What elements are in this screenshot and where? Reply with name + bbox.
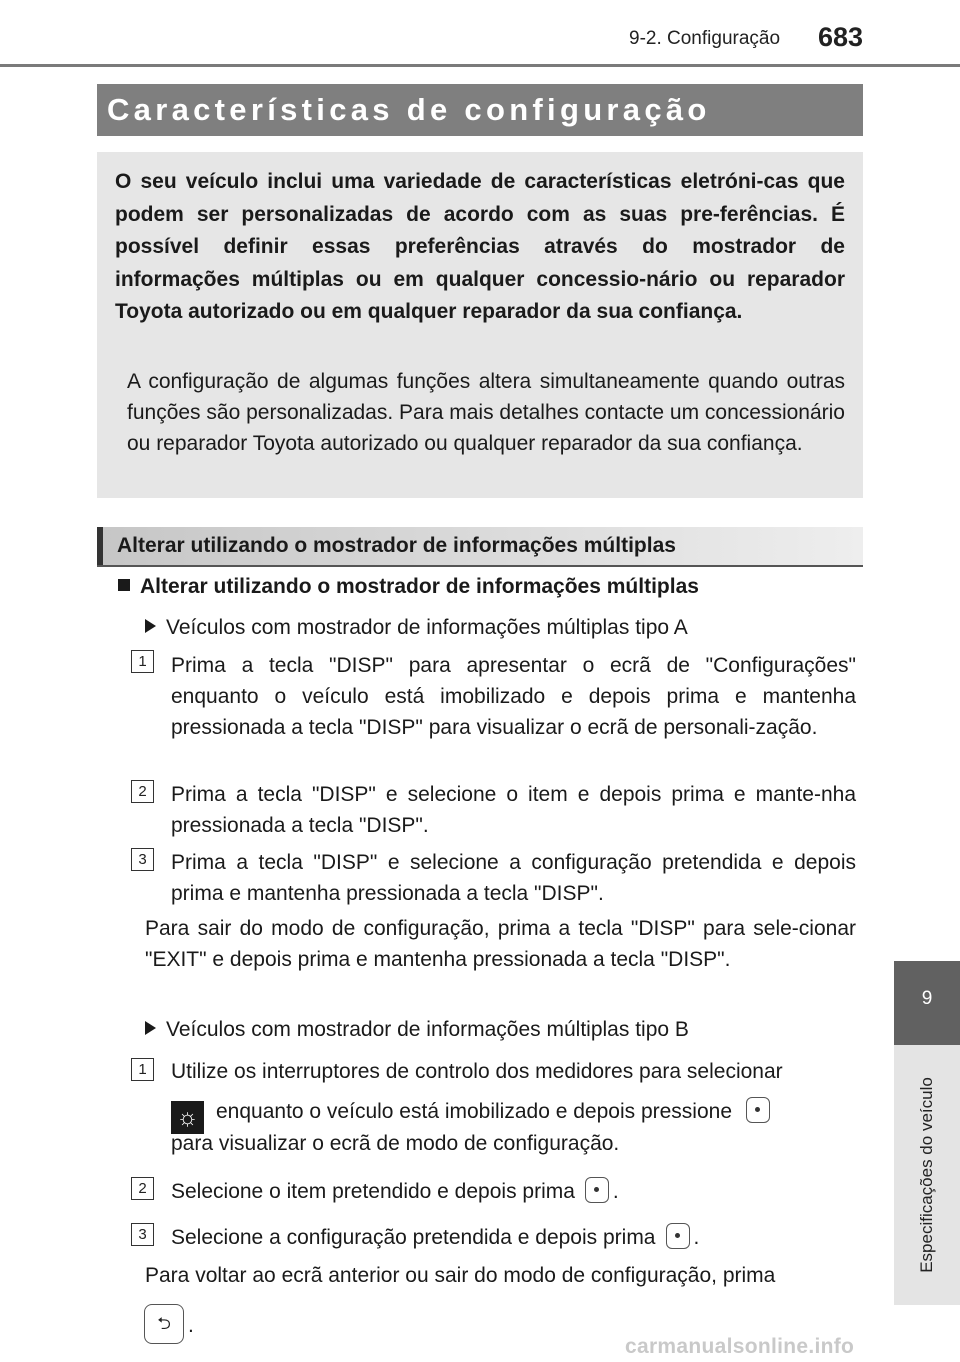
section-label: 9-2. Configuração	[629, 28, 781, 49]
back-icon: ⮌	[144, 1304, 184, 1344]
chapter-tab	[894, 1045, 960, 1305]
step-number-badge: 2	[131, 780, 154, 803]
ok-button-icon	[746, 1097, 770, 1123]
step-b3-text: Selecione a configuração pretendida e depois prima	[171, 1226, 656, 1249]
step-b3	[171, 1222, 856, 1253]
title-bar	[97, 84, 863, 136]
subheading-bar	[97, 527, 863, 565]
intro-box	[97, 152, 863, 498]
subheading-accent	[97, 527, 103, 565]
header-divider	[0, 64, 960, 67]
page-number: 683	[818, 22, 864, 52]
type-a-label-text: Veículos com mostrador de informações múltiplas tipo A	[166, 616, 688, 639]
step-b1-line1: Utilize os interruptores de controlo dos medidores para selecionar	[171, 1060, 783, 1083]
arrow-bullet-icon	[145, 1021, 156, 1035]
exit-note: Para sair do modo de configuração, prima a tecla "DISP" para sele-cionar "EXIT" e depois prima e mantenha pressionada a tecla "DISP".	[145, 917, 856, 971]
step-number-badge: 1	[131, 1058, 154, 1081]
step-b3-end: .	[693, 1226, 700, 1249]
step-number-badge: 2	[131, 1177, 154, 1200]
step-a1-text: Prima a tecla "DISP" para apresentar o ecrã de "Configurações" enquanto o veículo está imobilizado e depois prima e mantenha pressionada a tecla "DISP" para visualizar o ecrã de personali-zação.	[171, 654, 856, 739]
section-heading	[118, 575, 699, 599]
step-b2	[171, 1176, 856, 1207]
intro-note-text: A configuração de algumas funções altera simultaneamente quando outras funções são personalizadas. Para mais detalhes contacte um concessionário ou reparador Toyota autorizado ou qualquer reparador da sua confiança.	[127, 370, 845, 455]
section-heading-text: Alterar utilizando o mostrador de informações múltiplas	[140, 575, 699, 598]
watermark: carmanualsonline.info	[625, 1335, 855, 1358]
type-a-label	[145, 616, 688, 640]
type-b-label-text: Veículos com mostrador de informações múltiplas tipo B	[166, 1018, 689, 1041]
chapter-tab-label: Especificações do veículo	[917, 1077, 936, 1273]
intro-bold-text: O seu veículo inclui uma variedade de características eletróni-cas que podem ser personalizadas de acordo com as suas pre-ferências. É possível definir essas preferências através do mostrador de informações múltiplas ou em qualquer concessio-nário ou reparador Toyota autorizado ou em qualquer reparador da sua confiança.	[115, 170, 845, 323]
chapter-tab-number: 9	[894, 961, 960, 1045]
step-b2-text: Selecione o item pretendido e depois prima	[171, 1180, 575, 1203]
arrow-bullet-icon	[145, 619, 156, 633]
subheading-text: Alterar utilizando o mostrador de informações múltiplas	[117, 534, 676, 557]
ok-button-icon	[585, 1177, 609, 1203]
subheading-divider	[97, 565, 863, 567]
step-number-badge: 1	[131, 650, 154, 673]
step-a2-text: Prima a tecla "DISP" e selecione o item e depois prima e mante-nha pressionada a tecla "DISP".	[171, 783, 856, 837]
type-b-label	[145, 1018, 689, 1042]
step-number-badge: 3	[131, 848, 154, 871]
ok-button-icon	[666, 1223, 690, 1249]
gear-icon: ☼	[171, 1101, 204, 1134]
square-bullet-icon	[118, 579, 130, 591]
step-b1-line2-text: enquanto o veículo está imobilizado e depois pressione	[216, 1100, 733, 1123]
step-number-badge: 3	[131, 1223, 154, 1246]
back-note-end: .	[188, 1314, 194, 1337]
step-a3-text: Prima a tecla "DISP" e selecione a configuração pretendida e depois prima e mantenha pressionada a tecla "DISP".	[171, 851, 856, 905]
step-b2-end: .	[612, 1180, 619, 1203]
page-title: Características de configuração	[107, 92, 711, 127]
step-b1-line3: para visualizar o ecrã de modo de configuração.	[171, 1132, 620, 1155]
back-note: Para voltar ao ecrã anterior ou sair do modo de configuração, prima	[145, 1264, 776, 1287]
